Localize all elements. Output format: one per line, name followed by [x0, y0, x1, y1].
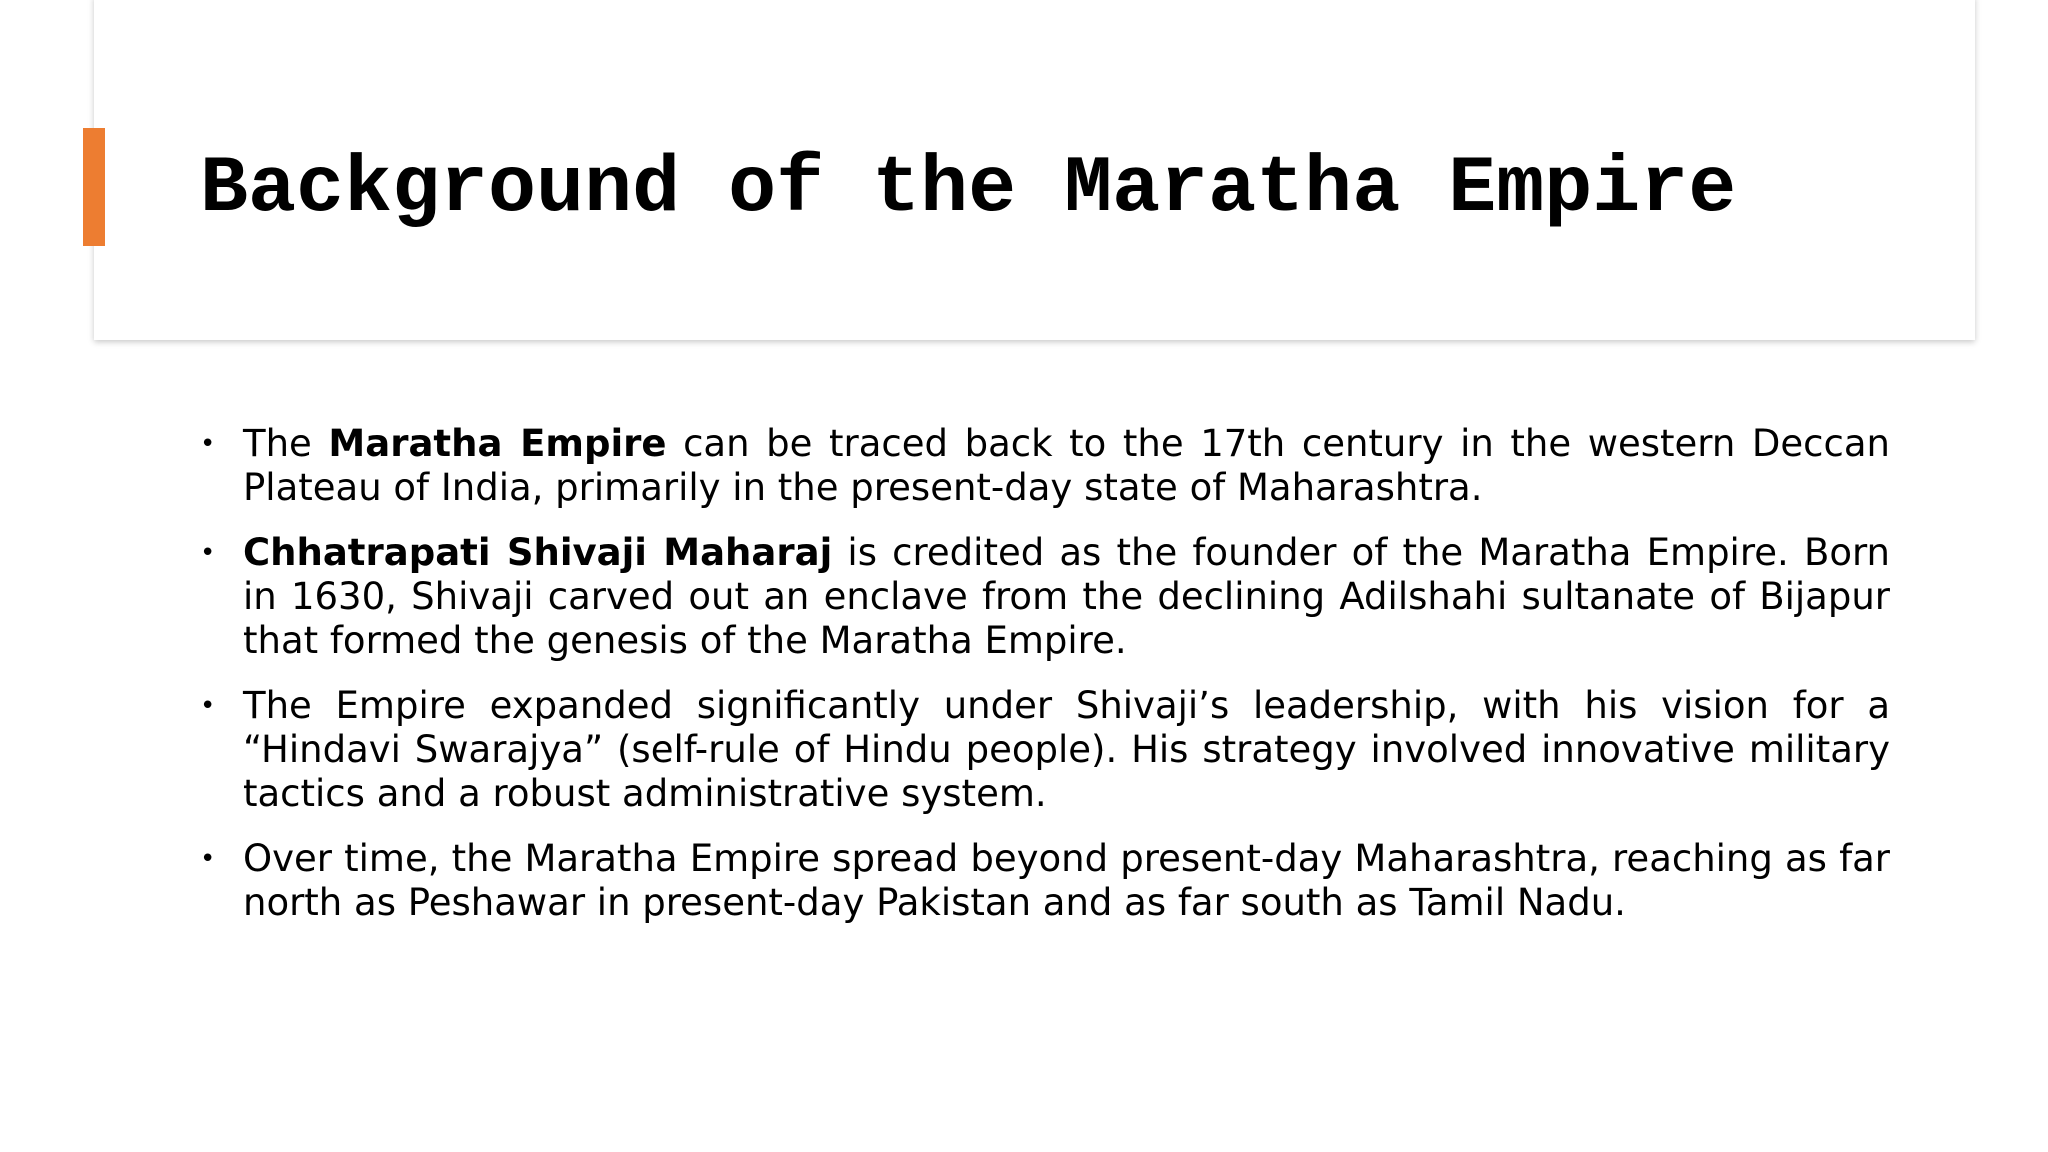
bullet-item — [200, 837, 1890, 925]
slide-title: Background of the Maratha Empire — [200, 144, 1737, 235]
bullet-text: Chhatrapati Shivaji Maharaj is credited as the founder of the Maratha Empire. Born in 1630, Shivaji carved out an enclave from the declining Adilshahi sultanate of Bijapur that formed the genesis of the Maratha Empire. — [243, 531, 1890, 662]
bullet-icon: • — [200, 844, 216, 874]
bullet-text: The Empire expanded significantly under Shivaji’s leadership, with his vision for a “Hindavi Swarajya” (self-rule of Hindu people). His strategy involved innovative military tactics and a robust administrative system. — [243, 684, 1890, 815]
bullet-icon: • — [200, 691, 216, 721]
bullet-item — [200, 531, 1890, 663]
bullet-bold-term: Chhatrapati Shivaji Maharaj — [243, 531, 833, 574]
bullet-item — [200, 684, 1890, 816]
bullet-bold-term: Maratha Empire — [328, 422, 667, 465]
accent-bar — [83, 128, 105, 246]
bullet-item — [200, 422, 1890, 510]
bullet-icon: • — [200, 538, 216, 568]
bullet-icon: • — [200, 429, 216, 459]
bullet-text: Over time, the Maratha Empire spread beyond present-day Maharashtra, reaching as far north as Peshawar in present-day Pakistan and as far south as Tamil Nadu. — [243, 837, 1890, 924]
bullet-list — [200, 422, 1890, 946]
bullet-text: The Maratha Empire can be traced back to the 17th century in the western Deccan Plateau of India, primarily in the present-day state of Maharashtra. — [243, 422, 1890, 509]
